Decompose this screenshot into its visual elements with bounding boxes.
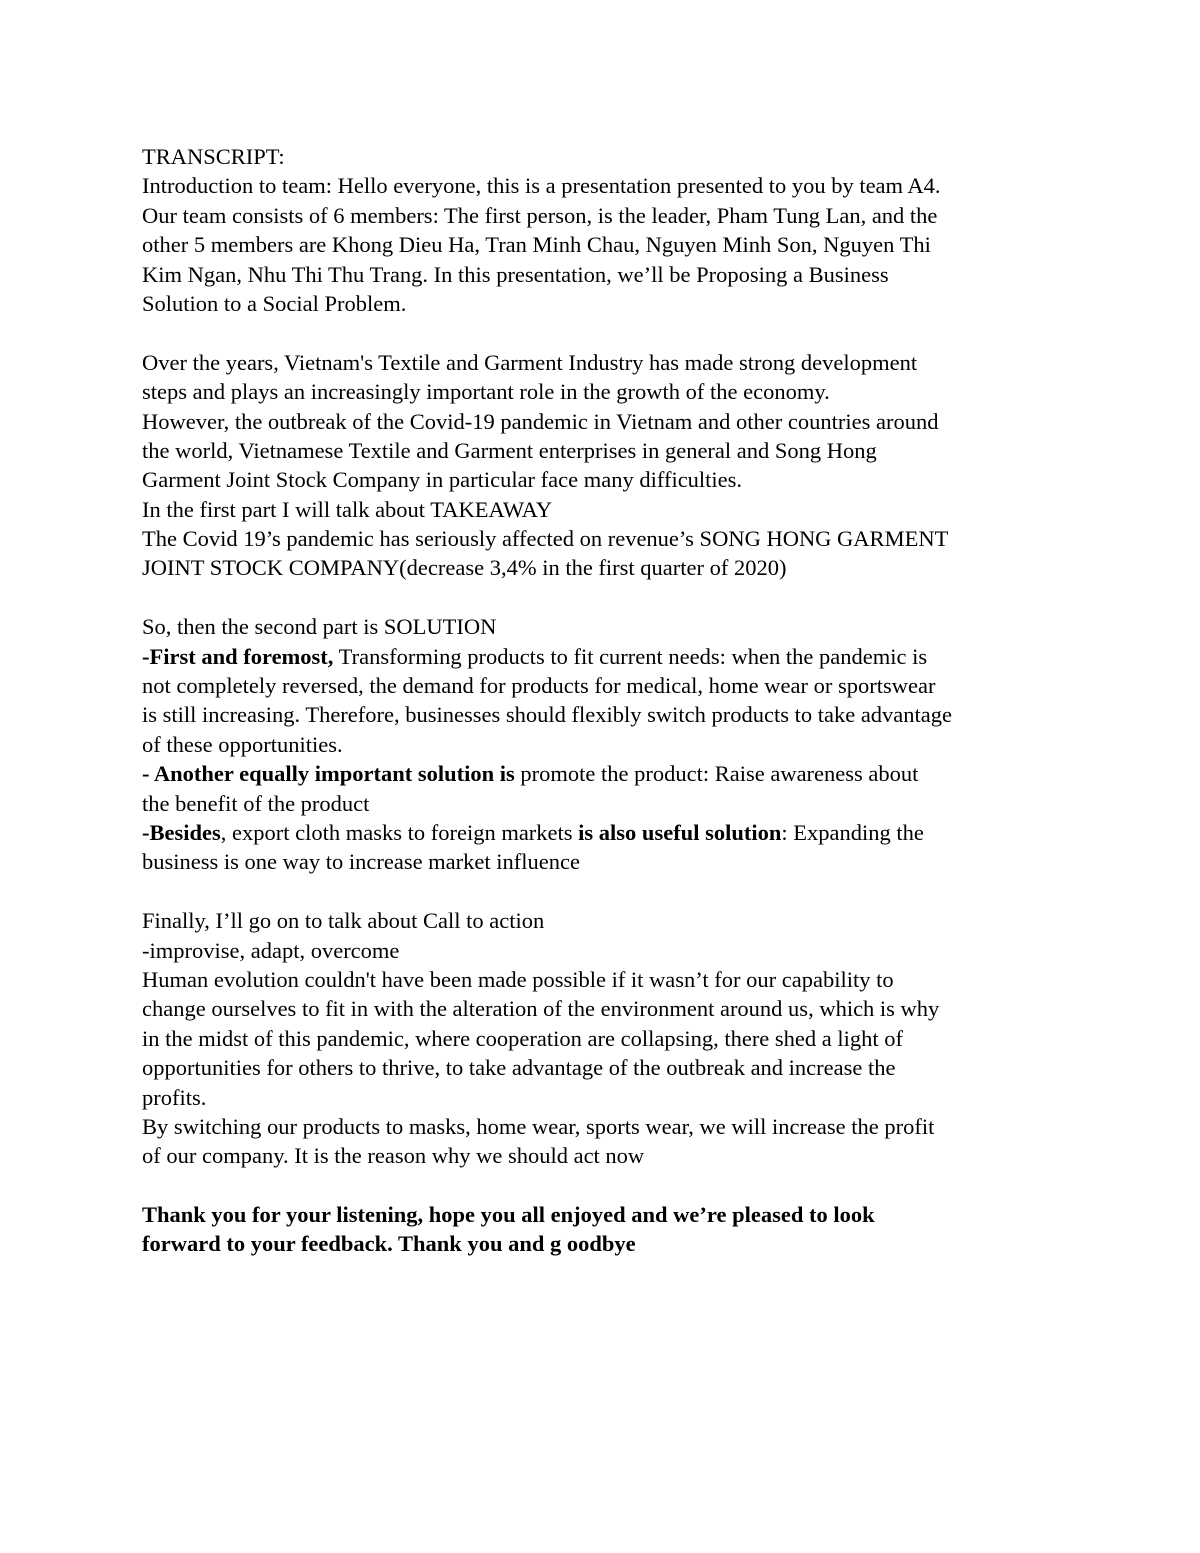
solution-point-1 bbox=[142, 642, 1067, 671]
cta-line: opportunities for others to thrive, to take advantage of the outbreak and increase the bbox=[142, 1055, 896, 1081]
takeaway-line: steps and plays an increasingly important role in the growth of the economy. bbox=[142, 379, 830, 405]
solution-point-3 bbox=[142, 818, 1067, 847]
solution-line: is still increasing. Therefore, businesses should flexibly switch products to take advantage bbox=[142, 702, 953, 728]
closing-line bbox=[142, 1200, 1067, 1229]
closing-text: forward to your feedback. Thank you and g oodbye bbox=[142, 1231, 636, 1257]
intro-line: Solution to a Social Problem. bbox=[142, 290, 407, 316]
solution-point-3-text: , export cloth masks to foreign markets bbox=[220, 819, 579, 845]
cta-line: profits. bbox=[142, 1084, 207, 1110]
solution-line: So, then the second part is SOLUTION bbox=[142, 614, 497, 640]
transcript-body bbox=[142, 142, 1067, 1259]
closing-line bbox=[142, 1229, 1067, 1258]
cta-line: Finally, I’ll go on to talk about Call to action bbox=[142, 908, 545, 934]
takeaway-line: JOINT STOCK COMPANY(decrease 3,4% in the first quarter of 2020) bbox=[142, 555, 787, 581]
cta-line: in the midst of this pandemic, where cooperation are collapsing, there shed a light of bbox=[142, 1025, 904, 1051]
solution-point-3-emphasis: is also useful solution bbox=[578, 819, 782, 845]
solution-line: the benefit of the product bbox=[142, 790, 370, 816]
cta-line: of our company. It is the reason why we should act now bbox=[142, 1143, 645, 1169]
takeaway-line: The Covid 19’s pandemic has seriously affected on revenue’s SONG HONG GARMENT bbox=[142, 526, 949, 552]
cta-line: By switching our products to masks, home wear, sports wear, we will increase the profit bbox=[142, 1113, 935, 1139]
solution-point-3-end: : Expanding the bbox=[781, 819, 924, 845]
cta-line: change ourselves to fit in with the alteration of the environment around us, which is why bbox=[142, 996, 940, 1022]
takeaway-line: In the first part I will talk about TAKEAWAY bbox=[142, 496, 553, 522]
intro-line: Introduction to team: Hello everyone, this is a presentation presented to you by team A4. bbox=[142, 173, 941, 199]
solution-point-1-lead: -First and foremost, bbox=[142, 643, 334, 669]
paragraph-gap bbox=[142, 583, 1067, 612]
solution-point-2-lead: - Another equally important solution is bbox=[142, 761, 515, 787]
cta-line: Human evolution couldn't have been made possible if it wasn’t for our capability to bbox=[142, 966, 894, 992]
takeaway-line: Garment Joint Stock Company in particular face many difficulties. bbox=[142, 467, 743, 493]
intro-line: Kim Ngan, Nhu Thi Thu Trang. In this presentation, we’ll be Proposing a Business bbox=[142, 261, 889, 287]
paragraph-gap bbox=[142, 1171, 1067, 1200]
solution-point-2 bbox=[142, 759, 1067, 788]
solution-point-2-text: promote the product: Raise awareness about bbox=[514, 761, 919, 787]
takeaway-line: the world, Vietnamese Textile and Garment enterprises in general and Song Hong bbox=[142, 437, 877, 463]
solution-point-3-lead: -Besides bbox=[142, 819, 221, 845]
solution-line: not completely reversed, the demand for products for medical, home wear or sportswear bbox=[142, 673, 936, 699]
solution-line: business is one way to increase market influence bbox=[142, 849, 580, 875]
closing-text: Thank you for your listening, hope you all enjoyed and we’re pleased to look bbox=[142, 1202, 875, 1228]
cta-line: -improvise, adapt, overcome bbox=[142, 937, 400, 963]
intro-line: Our team consists of 6 members: The first person, is the leader, Pham Tung Lan, and the bbox=[142, 202, 938, 228]
solution-line: of these opportunities. bbox=[142, 731, 343, 757]
takeaway-line: Over the years, Vietnam's Textile and Garment Industry has made strong development bbox=[142, 349, 918, 375]
paragraph-gap bbox=[142, 318, 1067, 347]
paragraph-gap bbox=[142, 877, 1067, 906]
solution-point-1-text: Transforming products to fit current needs: when the pandemic is bbox=[333, 643, 928, 669]
takeaway-line: However, the outbreak of the Covid-19 pandemic in Vietnam and other countries around bbox=[142, 408, 939, 434]
intro-line: other 5 members are Khong Dieu Ha, Tran Minh Chau, Nguyen Minh Son, Nguyen Thi bbox=[142, 232, 931, 258]
transcript-heading: TRANSCRIPT: bbox=[142, 144, 285, 169]
